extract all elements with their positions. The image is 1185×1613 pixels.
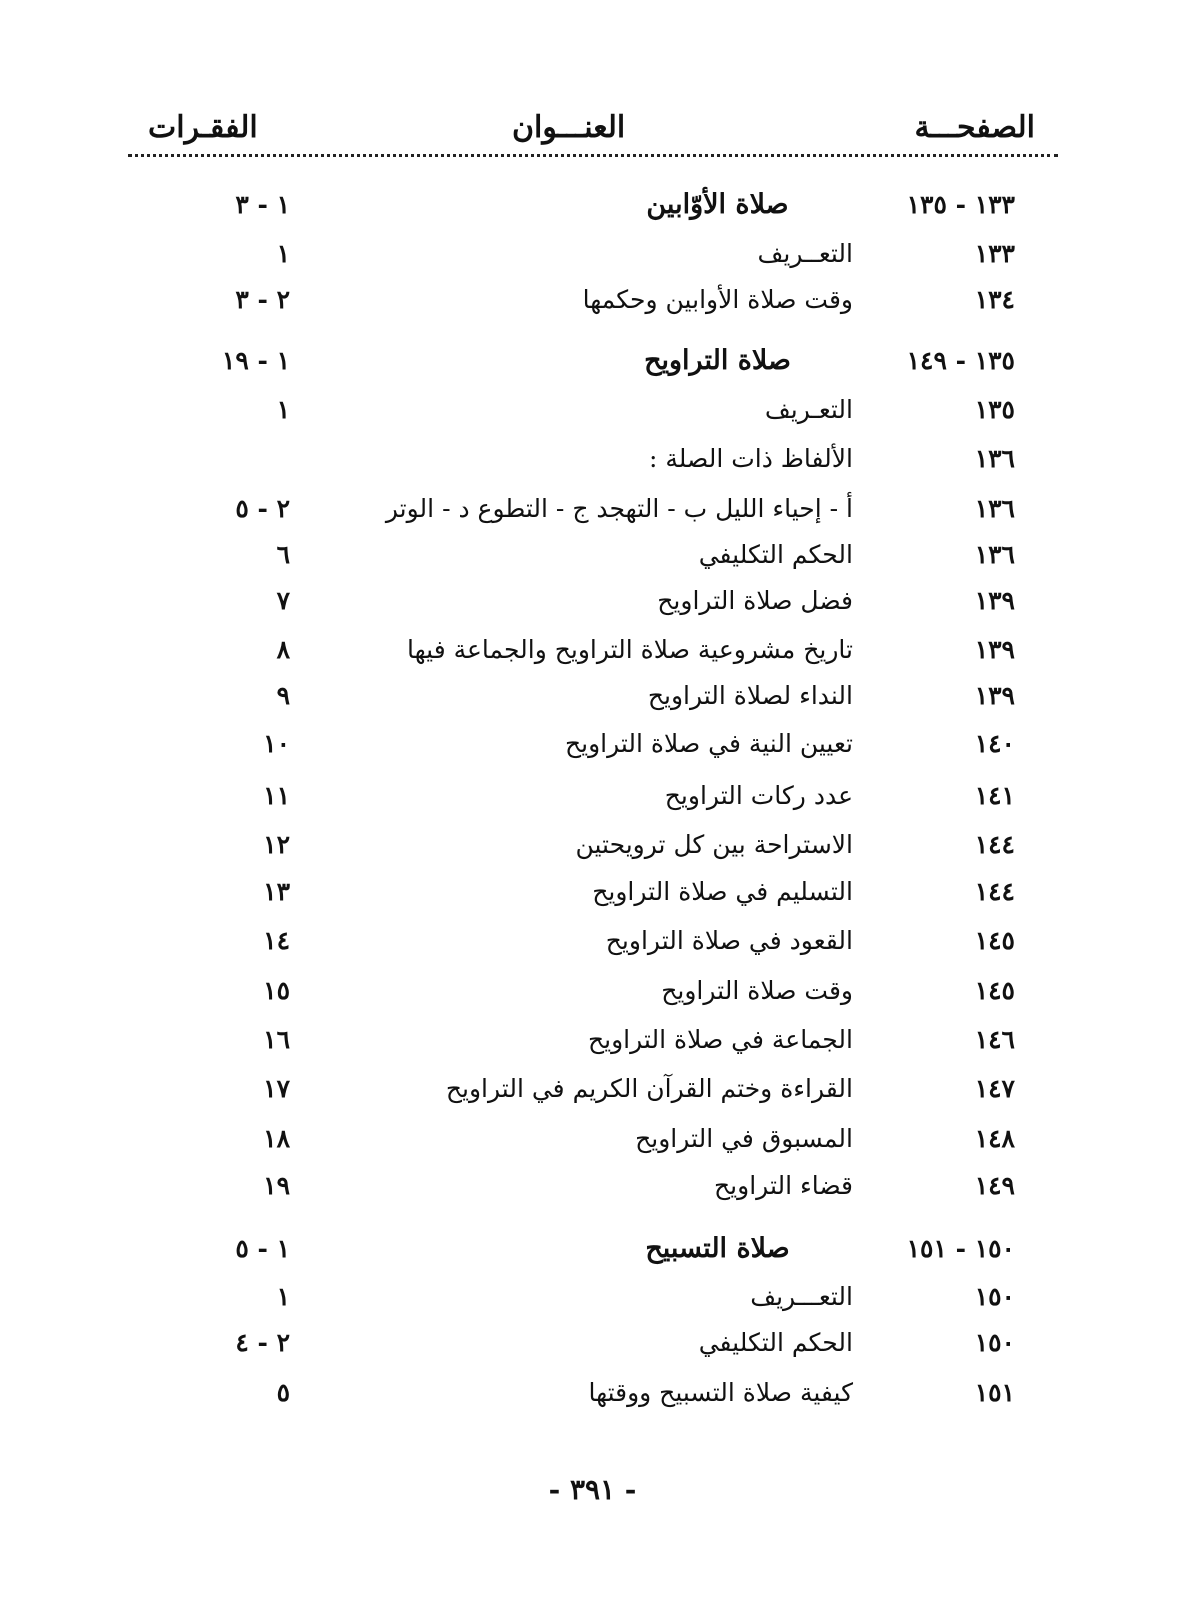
- entry-title: وقت صلاة الأوابين وحكمها: [582, 285, 853, 314]
- entry-title: فضل صلاة التراويح: [657, 586, 853, 615]
- entry-title: الحكم التكليفي: [698, 1328, 853, 1357]
- paragraphs-cell: ٩: [276, 681, 290, 710]
- section-row: [0, 1226, 1185, 1272]
- index-row: [0, 578, 1185, 624]
- paragraphs-cell: ١: [276, 1282, 290, 1311]
- section-title: صلاة التراويح: [644, 345, 791, 376]
- paragraphs-cell: ١٠: [263, 729, 290, 758]
- index-row: [0, 1163, 1185, 1209]
- page-number-cell: ١٤٦: [974, 1025, 1015, 1054]
- section-title: صلاة التسبيح: [645, 1233, 790, 1264]
- paragraphs-cell: ١: [276, 395, 290, 424]
- entry-title: التعــريف: [757, 239, 853, 268]
- paragraphs-cell: ١ - ٣: [235, 190, 290, 219]
- paragraphs-cell: ٧: [276, 586, 290, 615]
- entry-title: الحكم التكليفي: [698, 540, 853, 569]
- section-title: صلاة الأوّابين: [646, 189, 789, 220]
- index-row: [0, 721, 1185, 767]
- page-number: - ٣٩١ -: [548, 1473, 637, 1506]
- paragraphs-cell: ١٦: [263, 1025, 290, 1054]
- page-number-cell: ١٣٥ - ١٤٩: [906, 346, 1015, 375]
- index-row: [0, 869, 1185, 915]
- index-row: [0, 1116, 1185, 1162]
- entry-title: النداء لصلاة التراويح: [647, 681, 853, 710]
- entry-title: المسبوق في التراويح: [635, 1124, 853, 1153]
- page-number-cell: ١٤٩: [974, 1171, 1015, 1200]
- section-row: [0, 182, 1185, 228]
- entry-title: وقت صلاة التراويح: [661, 976, 853, 1005]
- paragraphs-column-header: الفقـرات: [148, 110, 258, 145]
- title-column-header: العنـــوان: [512, 110, 626, 145]
- paragraphs-cell: ٢ - ٣: [235, 285, 290, 314]
- page-number-cell: ١٥٠ - ١٥١: [906, 1234, 1015, 1263]
- paragraphs-cell: ٦: [276, 540, 290, 569]
- index-row: [0, 773, 1185, 819]
- entry-title: الجماعة في صلاة التراويح: [588, 1025, 853, 1054]
- paragraphs-cell: ١٢: [263, 830, 290, 859]
- page-number-cell: ١٣٣ - ١٣٥: [906, 190, 1015, 219]
- paragraphs-cell: ١٤: [263, 926, 290, 955]
- page-number-cell: ١٥٠: [974, 1282, 1015, 1311]
- page-number-cell: ١٤٥: [974, 926, 1015, 955]
- page-number-cell: ١٤٨: [974, 1124, 1015, 1153]
- paragraphs-cell: ١٣: [263, 877, 290, 906]
- index-row: [0, 1066, 1185, 1112]
- page-number-cell: ١٣٥: [974, 395, 1015, 424]
- page-number-cell: ١٣٣: [974, 239, 1015, 268]
- page-number-cell: ١٣٩: [974, 586, 1015, 615]
- entry-title: القراءة وختم القرآن الكريم في التراويح: [445, 1074, 853, 1103]
- index-row: [0, 627, 1185, 673]
- paragraphs-cell: ١ - ٥: [235, 1234, 290, 1263]
- page-number-cell: ١٤٥: [974, 976, 1015, 1005]
- page-number-cell: ١٤١: [974, 781, 1015, 810]
- entry-title: التسليم في صلاة التراويح: [592, 877, 853, 906]
- index-row: [0, 1320, 1185, 1366]
- entry-title: أ - إحياء الليل ب - التهجد ج - التطوع د - الوتر: [385, 494, 853, 523]
- index-row: [0, 532, 1185, 578]
- paragraphs-cell: ١١: [263, 781, 290, 810]
- entry-title: القعود في صلاة التراويح: [605, 926, 853, 955]
- paragraphs-cell: ١٥: [263, 976, 290, 1005]
- entry-title: التعـريف: [764, 395, 853, 424]
- page-number-cell: ١٤٤: [974, 830, 1015, 859]
- section-row: [0, 338, 1185, 384]
- entry-title: تعيين النية في صلاة التراويح: [564, 729, 853, 758]
- header-dotted-rule: [128, 154, 1058, 157]
- page-number-cell: ١٣٩: [974, 681, 1015, 710]
- index-row: [0, 277, 1185, 323]
- page-number-cell: ١٥١: [974, 1378, 1015, 1407]
- page-number-cell: ١٤٠: [974, 729, 1015, 758]
- page-column-header: الصفحـــة: [914, 110, 1035, 145]
- index-row: [0, 822, 1185, 868]
- entry-title: عدد ركات التراويح: [664, 781, 853, 810]
- paragraphs-cell: ١ - ١٩: [221, 346, 290, 375]
- index-row: [0, 387, 1185, 433]
- page-number-cell: ١٣٩: [974, 635, 1015, 664]
- page-number-cell: ١٣٤: [974, 285, 1015, 314]
- paragraphs-cell: ٢ - ٤: [235, 1328, 290, 1357]
- entry-title: التعـــريف: [750, 1282, 853, 1311]
- paragraphs-cell: ٥: [276, 1378, 290, 1407]
- page-number-cell: ١٣٦: [974, 494, 1015, 523]
- paragraphs-cell: ٨: [276, 635, 290, 664]
- index-row: [0, 1274, 1185, 1320]
- page-number-cell: ١٤٤: [974, 877, 1015, 906]
- page-number-cell: ١٤٧: [974, 1074, 1015, 1103]
- entry-title: الاستراحة بين كل ترويحتين: [575, 830, 853, 859]
- entry-title: كيفية صلاة التسبيح ووقتها: [588, 1378, 853, 1407]
- index-row: [0, 486, 1185, 532]
- entry-title: قضاء التراويح: [714, 1171, 853, 1200]
- paragraphs-cell: ١٨: [263, 1124, 290, 1153]
- page-number-cell: ١٣٦: [974, 444, 1015, 473]
- index-row: [0, 1017, 1185, 1063]
- paragraphs-cell: ٢ - ٥: [235, 494, 290, 523]
- index-row: [0, 673, 1185, 719]
- index-row: [0, 918, 1185, 964]
- entry-title: تاريخ مشروعية صلاة التراويح والجماعة فيها: [407, 635, 853, 664]
- paragraphs-cell: ١٧: [263, 1074, 290, 1103]
- entry-title: الألفاظ ذات الصلة :: [648, 444, 853, 473]
- paragraphs-cell: ١: [276, 239, 290, 268]
- paragraphs-cell: ١٩: [263, 1171, 290, 1200]
- index-row: [0, 231, 1185, 277]
- index-row: [0, 436, 1185, 482]
- page-number-cell: ١٥٠: [974, 1328, 1015, 1357]
- index-row: [0, 1370, 1185, 1416]
- paragraphs-cell: [150, 436, 290, 482]
- page-number-cell: ١٣٦: [974, 540, 1015, 569]
- index-row: [0, 968, 1185, 1014]
